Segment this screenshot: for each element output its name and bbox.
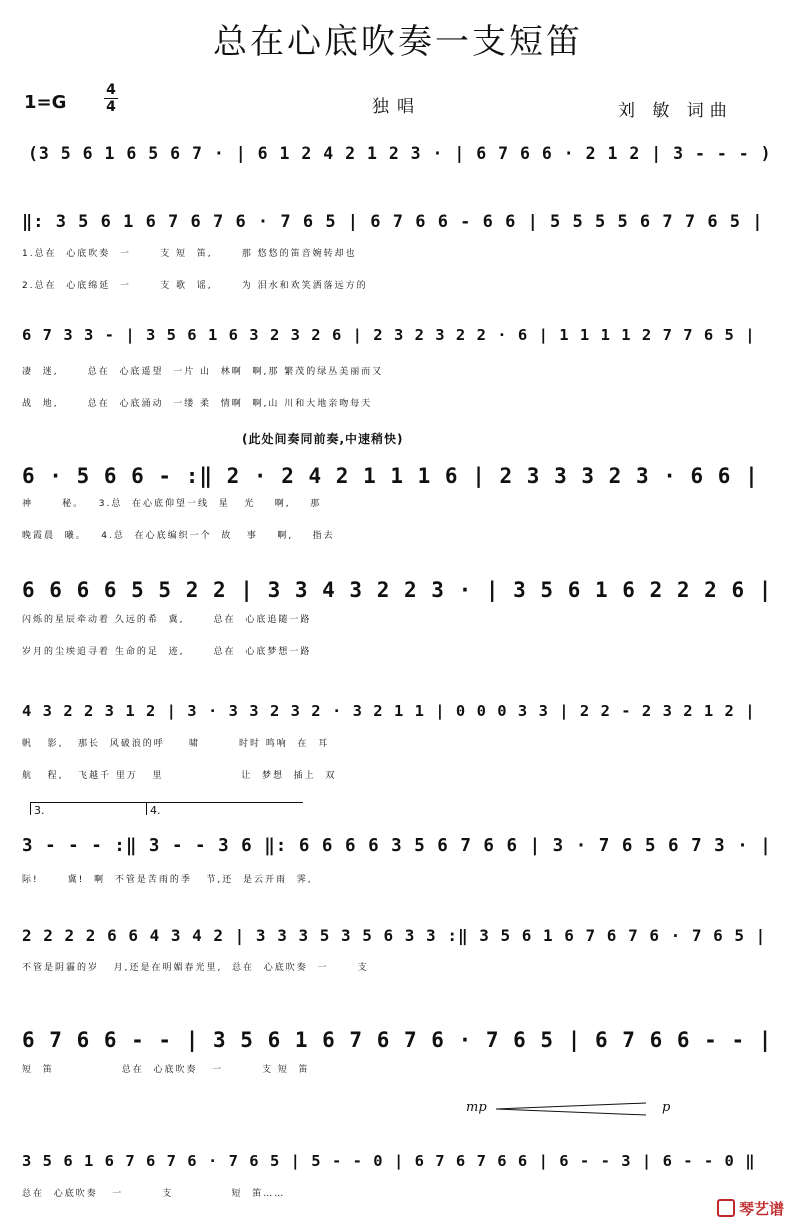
piano-logo-icon [717,1199,735,1217]
time-signature-bottom: 4 [106,99,116,115]
time-signature [104,82,118,115]
site-watermark [717,1198,784,1219]
notation-line [22,698,776,730]
notation-text: 3 - - - :‖ 3 - - 3 6 ‖: 6 6 6 6 3 5 6 7 6 6 | 3 · 7 6 5 6 7 3 · | [22,836,772,856]
lyric-verse-3: 神 秘。 3.总 在心底仰望一线 星 光 啊, 那 [22,499,322,509]
key-signature: 1=G [24,92,67,113]
lyric-verse-4: 航 程, 飞越千 里万 里 让 梦想 插上 双 [22,771,337,781]
lyric-verse-4: 晚霞晨 曦。 4.总 在心底编织一个 故 事 啊, 指去 [22,531,335,541]
lyric-line: 总在 心底吹奏 一 支 短 笛…… [22,1189,286,1199]
dynamic-p: p [662,1100,671,1115]
notation-text: 2 2 2 2 6 6 4 3 4 2 | 3 3 3 5 3 5 6 3 3 :‖ 3 5 6 1 6 7 6 7 6 · 7 6 5 | [22,926,767,945]
lyric-verse-3: 帆 影, 那长 风破浪的呼 啸 时时 鸣响 在 耳 [22,739,330,749]
decrescendo-hairpin [496,1102,656,1116]
notation-line [22,322,776,354]
notation-text: (3 5 6 1 6 5 6 7 · | 6 1 2 4 2 1 2 3 · | 6 7 6 6 · 2 1 2 | 3 - - - ) [28,144,772,163]
credits: 刘 敏 词曲 [618,101,733,121]
notation-line [22,1148,776,1180]
lyric-verse-2: 战 地, 总在 心底涌动 一缕 柔 情啊 啊,山 川和大地亲吻每天 [22,399,373,409]
lyric-verse-2: 2.总在 心底绵延 一 支 歌 谣, 为 泪水和欢笑洒落远方的 [22,281,368,291]
notation-line [22,208,776,240]
notation-line [22,1024,776,1056]
watermark-text: 琴艺谱 [738,1200,784,1218]
interlude-note: (此处间奏同前奏,中速稍快) [242,432,404,446]
notation-line [22,832,776,864]
lyric-verse-1: 1.总在 心底吹奏 一 支 短 笛, 那 悠悠的笛音婉转却也 [22,249,357,259]
notation-line [22,574,776,606]
lyric-verse-4: 岁月的尘埃追寻着 生命的足 迹, 总在 心底梦想一路 [22,647,312,657]
notation-line [22,460,776,492]
page-title: 总在心底吹奏一支短笛 [213,22,583,62]
notation-line [22,140,776,172]
performance-style: 独唱 [372,97,422,117]
notation-text: 6 6 6 6 5 5 2 2 | 3 3 4 3 2 2 3 · | 3 5 6 1 6 2 2 2 6 | [22,578,773,602]
time-signature-top: 4 [106,82,116,98]
lyric-line: 短 笛 总在 心底吹奏 一 支 短 笛 [22,1065,310,1075]
second-ending-bracket: 4. [146,802,303,815]
lyric-verse-3: 闪烁的星辰牵动着 久远的希 冀, 总在 心底追随一路 [22,615,312,625]
notation-text: ‖: 3 5 6 1 6 7 6 7 6 · 7 6 5 | 6 7 6 6 - 6 6 | 5 5 5 5 6 7 7 6 5 | [22,212,764,232]
notation-text: 6 · 5 6 6 - :‖ 2 · 2 4 2 1 1 1 6 | 2 3 3 3 2 3 · 6 6 | [22,464,759,488]
lyric-line: 际! 冀! 啊 不管是苦雨的季 节,还 是云开雨 霁, [22,875,313,885]
lyric-line: 不管是阴霾的岁 月,还是在明媚春光里, 总在 心底吹奏 一 支 [22,963,369,973]
dynamic-mp: mp [466,1100,487,1115]
notation-text: 3 5 6 1 6 7 6 7 6 · 7 6 5 | 5 - - 0 | 6 7 6 7 6 6 | 6 - - 3 | 6 - - 0 ‖ [22,1152,756,1170]
notation-line [22,922,776,954]
notation-text: 6 7 6 6 - - | 3 5 6 1 6 7 6 7 6 · 7 6 5 | 6 7 6 6 - - | [22,1028,773,1052]
first-ending-bracket: 3. [30,802,147,815]
notation-text: 6 7 3 3 - | 3 5 6 1 6 3 2 3 2 6 | 2 3 2 3 2 2 · 6 | 1 1 1 1 2 7 7 6 5 | [22,326,756,344]
notation-text: 4 3 2 2 3 1 2 | 3 · 3 3 2 3 2 · 3 2 1 1 | 0 0 0 3 3 | 2 2 - 2 3 2 1 2 | [22,702,756,720]
lyric-verse-1: 凄 迷, 总在 心底遥望 一片 山 林啊 啊,那 繁茂的绿丛美丽而又 [22,367,384,377]
